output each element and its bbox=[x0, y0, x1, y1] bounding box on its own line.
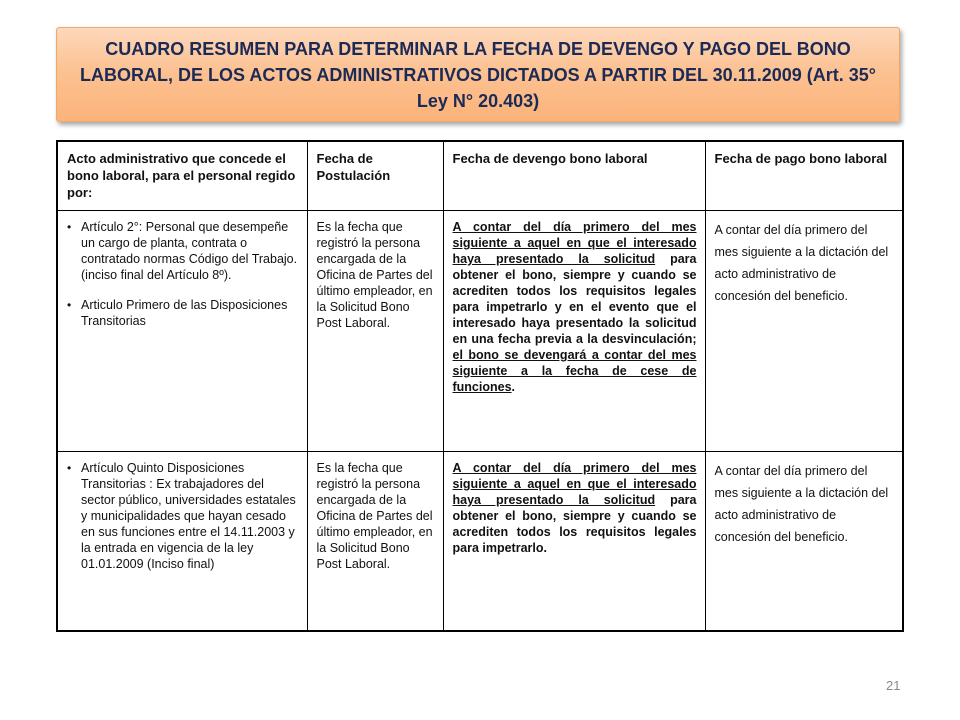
table-row bbox=[57, 452, 903, 632]
devengo-text: para obtener el bono, siempre y cuando se acrediten todos los requisitos legales para impetrarlo y en el evento que el interesado haya presentado la solicitud en una fecha previa a la desvinculación; bbox=[452, 252, 697, 346]
acto-list bbox=[67, 219, 299, 329]
header-acto: Acto administrativo que concede el bono laboral, para el personal regido por: bbox=[57, 141, 307, 211]
devengo-underlined-text: A contar del día primero del mes siguiente a aquel en que el interesado haya presentado la solicitud bbox=[452, 461, 697, 507]
devengo-underlined-text: el bono se devengará a contar del mes siguiente a la fecha de cese de funciones bbox=[452, 348, 697, 394]
acto-cell bbox=[57, 211, 307, 452]
page-title: CUADRO RESUMEN PARA DETERMINAR LA FECHA DE DEVENGO Y PAGO DEL BONO LABORAL, DE LOS ACTOS ADMINISTRATIVOS DICTADOS A PARTIR DEL 30.11.2009 (Art. 35° Ley N° 20.403) bbox=[80, 38, 876, 111]
table-header-row bbox=[57, 141, 903, 211]
header-devengo: Fecha de devengo bono laboral bbox=[443, 141, 705, 211]
devengo-cell bbox=[443, 211, 705, 452]
list-item: • Artículo 2°: Personal que desempeñe un cargo de planta, contrata o contratado normas Código del Trabajo. (inciso final del Artículo 8º). bbox=[81, 219, 299, 283]
postulacion-cell: Es la fecha que registró la persona encargada de la Oficina de Partes del último empleador, en la Solicitud Bono Post Laboral. bbox=[307, 452, 443, 632]
devengo-text: . bbox=[511, 380, 516, 394]
page-number: 21 bbox=[886, 678, 901, 693]
list-item: • Articulo Primero de las Disposiciones Transitorias bbox=[81, 297, 299, 329]
list-item: • Artículo Quinto Disposiciones Transitorias : Ex trabajadores del sector público, universidades estatales y municipalidades que hayan cesado en sus funciones entre el 14.11.2003 y la entrada en vigencia de la ley 01.01.2009 (Inciso final) bbox=[81, 460, 299, 572]
devengo-cell bbox=[443, 452, 705, 632]
title-banner bbox=[56, 27, 900, 122]
table-row bbox=[57, 211, 903, 452]
acto-list bbox=[67, 460, 299, 572]
pago-cell: A contar del día primero del mes siguiente a la dictación del acto administrativo de concesión del beneficio. bbox=[705, 452, 903, 632]
pago-cell: A contar del día primero del mes siguiente a la dictación del acto administrativo de concesión del beneficio. bbox=[705, 211, 903, 452]
acto-cell bbox=[57, 452, 307, 632]
postulacion-cell: Es la fecha que registró la persona encargada de la Oficina de Partes del último empleador, en la Solicitud Bono Post Laboral. bbox=[307, 211, 443, 452]
devengo-text: para obtener el bono, siempre y cuando se acrediten todos los requisitos legales para impetrarlo. bbox=[452, 493, 697, 555]
devengo-underlined-text: A contar del día primero del mes siguiente a aquel en que el interesado haya presentado la solicitud bbox=[452, 220, 697, 266]
header-postulacion: Fecha de Postulación bbox=[307, 141, 443, 211]
summary-table bbox=[56, 140, 904, 632]
header-pago: Fecha de pago bono laboral bbox=[705, 141, 903, 211]
